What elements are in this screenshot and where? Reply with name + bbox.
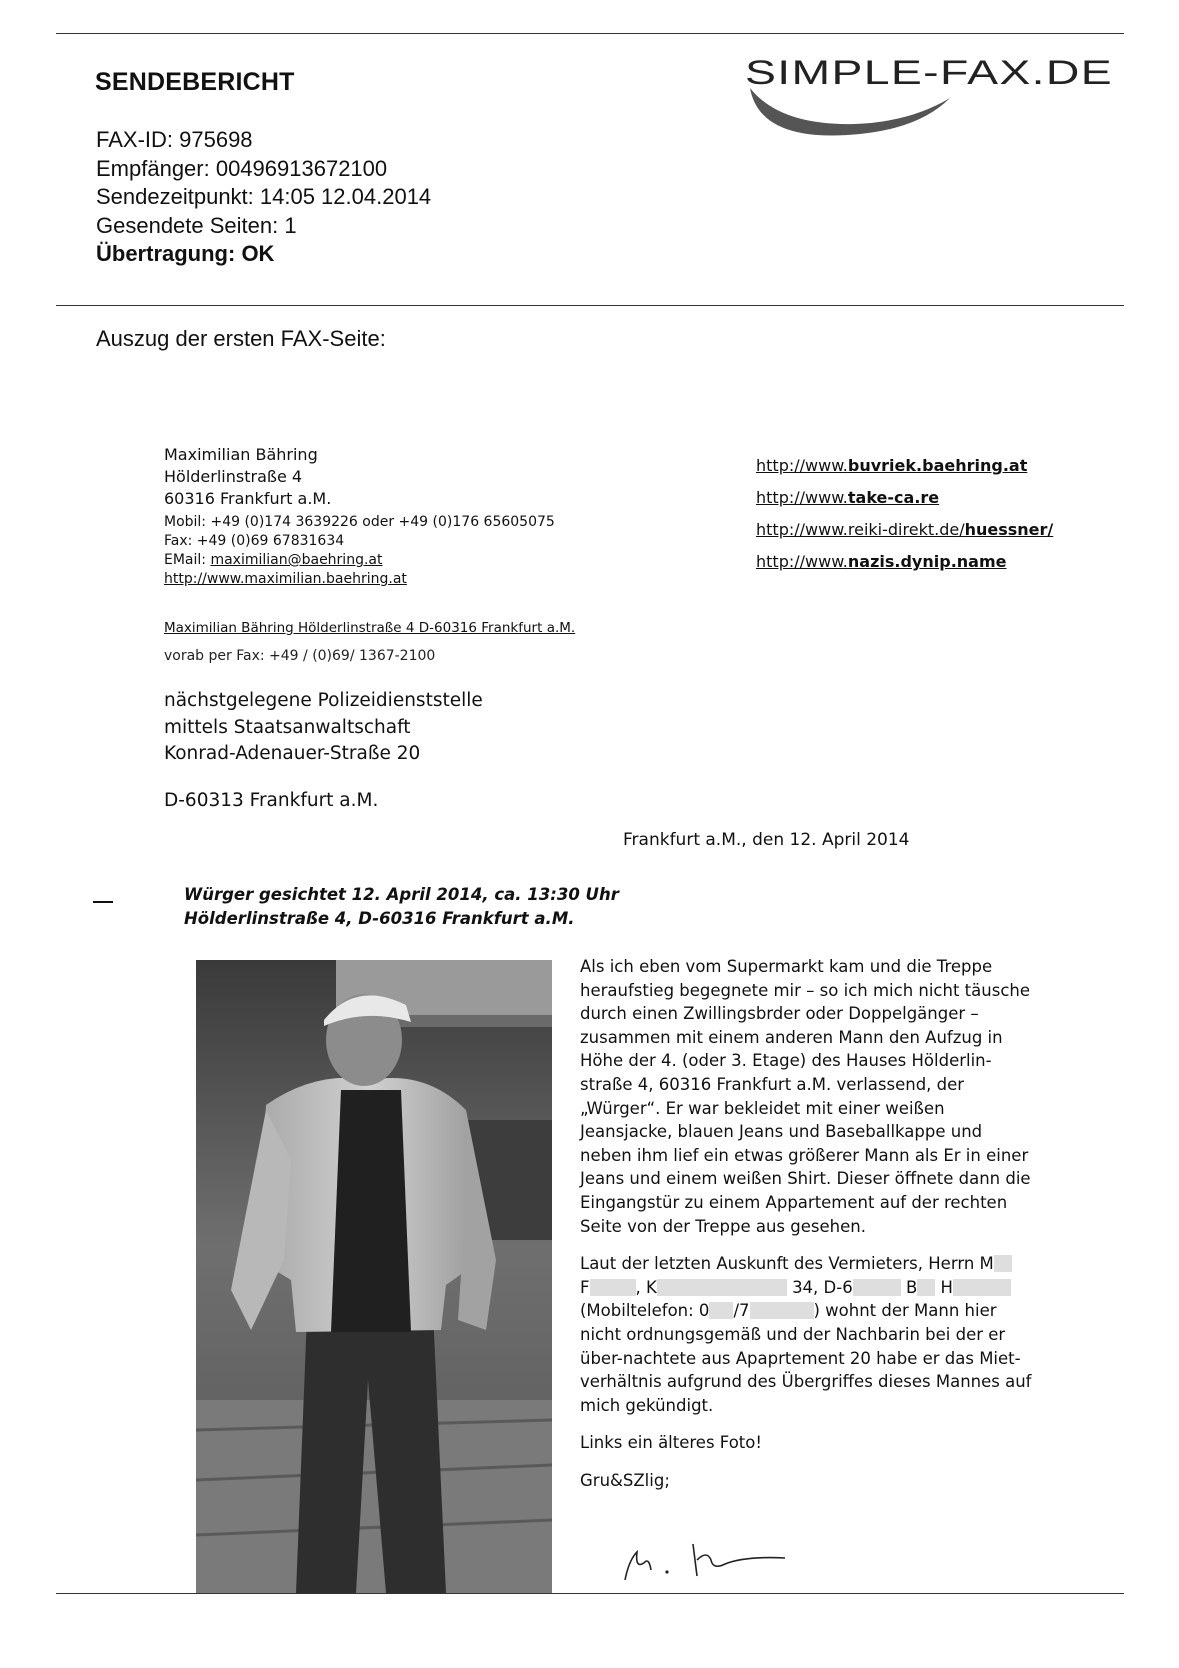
date-line: Frankfurt a.M., den 12. April 2014 xyxy=(623,830,910,850)
subject-line: Hölderlinstraße 4, D-60316 Frankfurt a.M. xyxy=(184,909,575,928)
sender-name: Maximilian Bähring xyxy=(164,445,318,464)
logo-swoosh xyxy=(750,88,950,136)
link-item: http://www.take-ca.re xyxy=(756,488,940,507)
link-item: http://www.buvriek.baehring.at xyxy=(756,456,1028,475)
body-paragraph-2: Laut der letzten Auskunft des Vermieters, Herrn M F , K 34, D-6 B H (Mobiltelefon: 0 /7 ) wohnt der Mann hier nicht ordnungsgemäß und der Nachbarin bei der er über-nachtete aus Apaprtement 20 habe er das Miet- verhältnis aufgrund des Übergriffes dieses Mannes auf mich gekündigt. xyxy=(580,1254,1032,1415)
sender-website: http://www.maximilian.baehring.at xyxy=(164,571,407,587)
sender-street: Hölderlinstraße 4 xyxy=(164,467,303,486)
redaction-block xyxy=(953,1279,1011,1296)
body-paragraph-1: Als ich eben vom Supermarkt kam und die Treppe heraufstieg begegnete mir – so ich mich nicht täusche durch einen Zwillingsbrder oder Doppelgänger – zusammen mit einem anderen Mann den Aufzug in Höhe der 4. (oder 3. Etage) des Hauses Hölderlin- straße 4, 60316 Frankfurt a.M. verlassend, der „Würger“. Er war bekleidet mit einer weißen Jeansjacke, blauen Jeans und Baseballkappe und neben ihm lief ein etwas größerer Mann als Er in einer Jeans und einem weißen Shirt. Dieser öffnete dann die Eingangstür zu einem Appartement auf der rechten Seite von der Treppe aus gesehen. xyxy=(580,957,1031,1236)
recipient-city: D-60313 Frankfurt a.M. xyxy=(164,790,379,811)
sender-email: maximilian@baehring.at xyxy=(210,552,383,568)
send-time: Sendezeitpunkt: 14:05 12.04.2014 xyxy=(96,184,432,209)
recipient-number: Empfänger: 00496913672100 xyxy=(96,155,388,181)
sender-contact xyxy=(164,513,555,589)
recipient-line: mittels Staatsanwaltschaft xyxy=(164,716,411,738)
letter-body xyxy=(580,955,1050,1506)
sender-email-line xyxy=(164,551,555,570)
return-address-line: Maximilian Bähring Hölderlinstraße 4 D-60316 Frankfurt a.M. xyxy=(164,620,576,636)
recipient-line: Konrad-Adenauer-Straße 20 xyxy=(164,743,421,764)
logo-text: SIMPLE-FAX.DE xyxy=(745,54,1113,92)
page-count: Gesendete Seiten: 1 xyxy=(96,212,297,238)
subject xyxy=(184,883,619,931)
sender-fax: Fax: +49 (0)69 67831634 xyxy=(164,533,345,549)
closing: Gru&SZlig; xyxy=(580,1470,670,1490)
body-paragraph-3: Links ein älteres Foto! xyxy=(580,1433,762,1453)
handwritten-signature xyxy=(615,1530,795,1586)
sender-website-line xyxy=(164,570,555,589)
sender-email-label: EMail: xyxy=(164,552,211,568)
bottom-rule xyxy=(56,1593,1124,1594)
excerpt-label: Auszug der ersten FAX-Seite: xyxy=(96,326,386,351)
link-item: http://www.nazis.dynip.name xyxy=(756,552,1007,571)
sender-block xyxy=(164,444,331,510)
fold-mark xyxy=(93,901,113,903)
redaction-block xyxy=(750,1302,814,1319)
simple-fax-logo xyxy=(740,52,1120,144)
fax-ahead-note: vorab per Fax: +49 / (0)69/ 1367-2100 xyxy=(164,648,436,664)
report-title: SENDEBERICHT xyxy=(95,68,295,96)
top-rule xyxy=(56,33,1124,34)
report-fields xyxy=(96,126,431,269)
redaction-block xyxy=(709,1302,733,1319)
transmission-status: Übertragung: OK xyxy=(96,241,275,266)
redaction-block xyxy=(590,1279,636,1296)
redaction-block xyxy=(994,1255,1012,1272)
recipient-address xyxy=(164,688,483,768)
header-rule xyxy=(56,305,1124,306)
subject-line: Würger gesichtet 12. April 2014, ca. 13:30 Uhr xyxy=(184,885,619,904)
sender-city: 60316 Frankfurt a.M. xyxy=(164,489,332,508)
redaction-block xyxy=(657,1279,787,1296)
person-photo xyxy=(196,960,552,1593)
recipient-line: nächstgelegene Polizeidienststelle xyxy=(164,690,483,711)
redaction-block xyxy=(853,1279,901,1296)
link-list xyxy=(756,450,1053,578)
sender-mobile: Mobil: +49 (0)174 3639226 oder +49 (0)176 65605075 xyxy=(164,514,555,530)
link-item: http://www.reiki-direkt.de/huessner/ xyxy=(756,520,1054,539)
fax-id: FAX-ID: 975698 xyxy=(96,127,253,152)
redaction-block xyxy=(917,1279,935,1296)
